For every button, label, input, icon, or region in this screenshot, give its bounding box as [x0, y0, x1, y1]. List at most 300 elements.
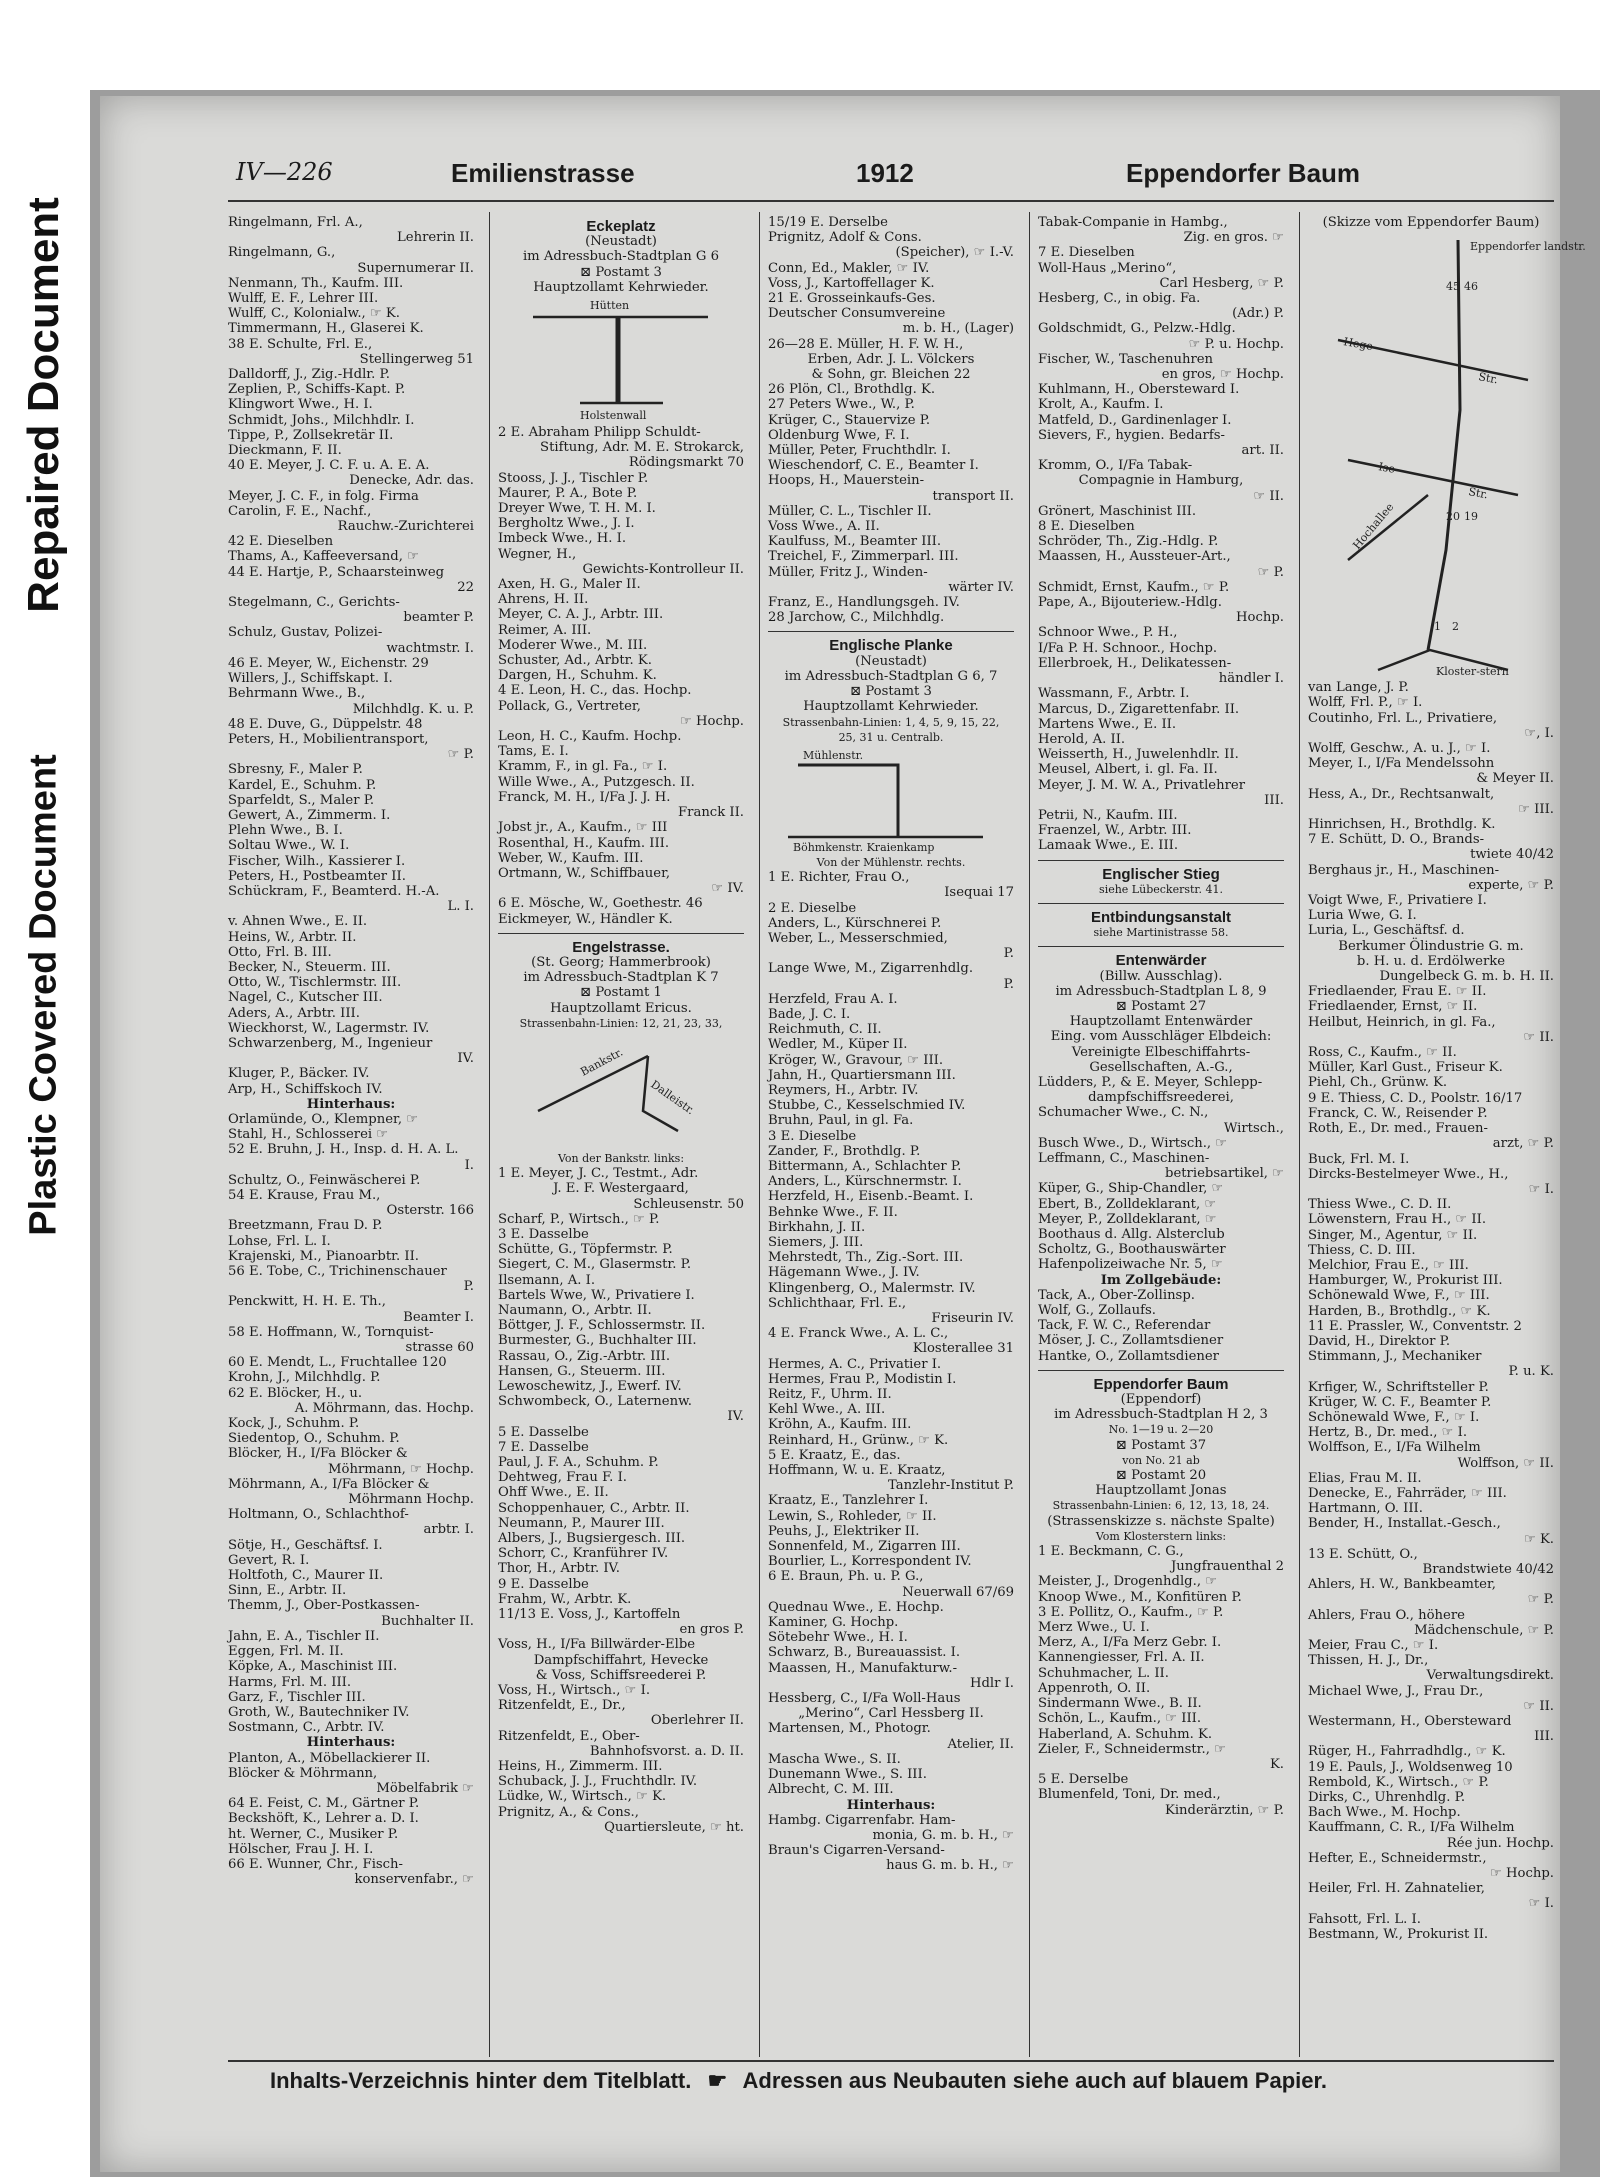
directory-entry: Schlichthaar, Frl. E.,	[768, 1295, 907, 1311]
directory-entry: Ross, C., Kaufm., ☞ II.	[1308, 1045, 1457, 1061]
section-divider	[768, 631, 1014, 632]
directory-entry: van Lange, J. P.	[1308, 680, 1409, 696]
directory-entry: Naumann, O., Arbtr. II.	[498, 1302, 652, 1318]
directory-entry: Paul, J. F. A., Schuhm. P.	[498, 1455, 659, 1470]
directory-entry: betriebsartikel, ☞	[1165, 1166, 1284, 1182]
directory-entry: Jahn, H., Quartiersmann III.	[768, 1067, 956, 1083]
directory-entry: Busch Wwe., D., Wirtsch., ☞	[1038, 1135, 1228, 1151]
directory-entry: Hambg. Cigarrenfabr. Ham-	[768, 1812, 956, 1828]
directory-entry: 5 E. Derselbe	[1038, 1772, 1129, 1788]
directory-entry: Rüger, H., Fahrradhdlg., ☞ K.	[1308, 1744, 1506, 1760]
directory-entry: 22	[457, 579, 474, 595]
directory-entry: Schwombeck, O., Laternenw.	[498, 1394, 692, 1410]
directory-entry: Friseurin IV.	[931, 1311, 1014, 1326]
directory-entry: 58 E. Hoffmann, W., Tornquist-	[228, 1324, 434, 1340]
directory-entry: Tack, F. W. C., Referendar	[1038, 1318, 1211, 1334]
directory-entry: Kramm, F., in gl. Fa., ☞ I.	[498, 759, 668, 775]
directory-entry: Wolffson, E., I/Fa Wilhelm	[1308, 1440, 1481, 1456]
directory-entry: Fahsott, Frl. L. I.	[1308, 1911, 1421, 1927]
directory-entry: Dalldorff, J., Zig.-Hdlr. P.	[228, 367, 390, 383]
directory-entry: ☞ Hochp.	[1490, 1866, 1554, 1882]
directory-entry: Merz, A., I/Fa Merz Gebr. I.	[1038, 1635, 1222, 1651]
directory-entry: 21 E. Grosseinkaufs-Ges.	[768, 291, 936, 307]
directory-entry: Meusel, Albert, i. gl. Fa. II.	[1038, 762, 1218, 778]
directory-entry: Hertz, B., Dr. med., ☞ I.	[1308, 1425, 1468, 1441]
directory-entry: Von der Bankstr. links:	[557, 1151, 685, 1165]
directory-entry: Wolf, G., Zollaufs.	[1038, 1303, 1156, 1319]
directory-entry: Fraenzel, W., Arbtr. III.	[1038, 823, 1192, 839]
street-label-klosterstern: Kloster-stern	[1436, 665, 1509, 679]
directory-entry: Martens Wwe., E. II.	[1038, 716, 1177, 732]
directory-entry: ⊠ Postamt 37	[1115, 1437, 1207, 1453]
directory-entry: Lüdke, W., Wirtsch., ☞ K.	[498, 1789, 667, 1805]
directory-entry: I/Fa P. H. Schnoor., Hochp.	[1038, 640, 1218, 656]
directory-entry: Prignitz, Adolf & Cons.	[768, 230, 922, 246]
house-number: 20	[1446, 510, 1460, 524]
directory-entry: ⊠ Postamt 27	[1115, 998, 1207, 1014]
directory-entry: Frahm, W., Arbtr. K.	[498, 1591, 632, 1607]
directory-entry: 3 E. Pollitz, O., Kaufm., ☞ P.	[1038, 1604, 1224, 1620]
directory-entry: Schönewald Wwe, F., ☞ III.	[1308, 1288, 1490, 1304]
directory-entry: Meyer, J. M. W. A., Privatlehrer	[1038, 777, 1245, 793]
directory-entry: Schoppenhauer, C., Arbtr. II.	[498, 1500, 690, 1516]
directory-entry: Reichmuth, C. II.	[768, 1022, 882, 1038]
directory-entry: wärter IV.	[948, 579, 1014, 595]
directory-entry: Milchhdlg. K. u. P.	[352, 701, 474, 717]
directory-entry: Vom Klosterstern links:	[1095, 1529, 1227, 1543]
directory-entry: Mehrstedt, Th., Zig.-Sort. III.	[768, 1250, 964, 1266]
directory-entry: Hansen, G., Steuerm. III.	[498, 1363, 666, 1379]
directory-entry: von No. 21 ab	[1122, 1453, 1200, 1467]
directory-entry: Orlamünde, O., Klempner, ☞	[228, 1111, 419, 1127]
directory-entry: Becker, N., Steuerm. III.	[228, 959, 391, 975]
directory-entry: Kromm, O., I/Fa Tabak-	[1038, 458, 1193, 474]
directory-entry: (St. Georg; Hammerbrook)	[531, 954, 711, 970]
directory-entry: Müller, C. L., Tischler II.	[768, 503, 932, 519]
directory-entry: Schröder, Th., Zig.-Hdlg. P.	[1038, 534, 1219, 550]
directory-entry: Treichel, F., Zimmerparl. III.	[768, 549, 959, 565]
directory-entry: Reinhard, H., Grünw., ☞ K.	[768, 1432, 949, 1448]
directory-entry: dampfschiffsreederei,	[1088, 1090, 1234, 1106]
directory-entry: (Adr.) P.	[1232, 306, 1284, 322]
directory-entry: & Meyer II.	[1476, 771, 1554, 787]
directory-entry: 26 Plön, Cl., Brothdlg. K.	[768, 382, 936, 398]
directory-entry: Buchhalter II.	[381, 1613, 474, 1629]
directory-entry: Gewert, A., Zimmerm. I.	[228, 807, 391, 823]
directory-entry: Plehn Wwe., B. I.	[228, 823, 343, 839]
directory-entry: Anders, L., Kürschnerei P.	[768, 915, 942, 931]
directory-entry: Themm, J., Ober-Postkassen-	[228, 1598, 420, 1614]
directory-entry: Stellingerweg 51	[359, 351, 474, 367]
directory-entry: Sonnenfeld, M., Zigarren III.	[768, 1539, 961, 1555]
directory-entry: 27 Peters Wwe., W., P.	[768, 397, 915, 413]
street-label-hege: Hege-	[1342, 335, 1378, 354]
directory-entry: konservenfabr., ☞	[354, 1872, 474, 1888]
directory-entry: Isequai 17	[944, 885, 1014, 901]
directory-entry: Hauptzollamt Kehrwieder.	[533, 279, 709, 295]
directory-entry: Schnoor Wwe., P. H.,	[1038, 625, 1178, 641]
directory-entry: 11/13 E. Voss, J., Kartoffeln	[498, 1607, 681, 1623]
directory-entry: L. I.	[447, 899, 474, 915]
directory-entry: Behrmann Wwe., B.,	[228, 686, 366, 702]
directory-entry: haus G. m. b. H., ☞	[886, 1858, 1014, 1874]
column-divider	[1029, 212, 1030, 2057]
directory-entry: Thiess Wwe., C. D. II.	[1308, 1197, 1452, 1213]
directory-entry: Hermes, A. C., Privatier I.	[768, 1356, 942, 1372]
directory-entry: strasse 60	[405, 1340, 474, 1356]
directory-entry: Ahlers, H. W., Bankbeamter,	[1308, 1577, 1497, 1593]
street-sketch-eppendorf	[1308, 230, 1586, 680]
directory-entry: Haberland, A. Schuhm. K.	[1038, 1726, 1213, 1742]
directory-entry: Gewichts-Kontrolleur II.	[582, 561, 744, 577]
directory-entry: Tack, A., Ober-Zollinsp.	[1038, 1287, 1195, 1303]
directory-entry: Birkhahn, J. II.	[768, 1219, 866, 1235]
directory-entry: Von der Mühlenstr. rechts.	[816, 855, 966, 869]
street-heading: Englischer Stieg	[1102, 865, 1220, 883]
directory-entry: Kröger, W., Gravour, ☞ III.	[768, 1052, 944, 1068]
directory-entry: 1 E. Meyer, J. C., Testmt., Adr.	[498, 1166, 699, 1182]
directory-entry: en gros P.	[679, 1622, 744, 1638]
directory-entry: Jungfrauenthal 2	[1170, 1559, 1284, 1575]
directory-columns	[228, 215, 1586, 2060]
street-label-ise: Ise-	[1377, 460, 1400, 477]
directory-entry: P.	[1003, 946, 1014, 962]
directory-entry: Atelier, II.	[947, 1736, 1014, 1752]
column-5	[1308, 215, 1586, 2060]
directory-entry: Aders, A., Arbtr. III.	[228, 1005, 360, 1021]
directory-entry: Maurer, P. A., Bote P.	[498, 485, 638, 501]
directory-entry: Siemers, J. III.	[768, 1234, 864, 1250]
directory-entry: 56 E. Tobe, C., Trichinenschauer	[228, 1264, 447, 1280]
directory-entry: Denecke, Adr. das.	[349, 473, 474, 489]
directory-entry: Herzfeld, Frau A. I.	[768, 991, 898, 1007]
directory-entry: Sbresny, F., Maler P.	[228, 762, 363, 778]
directory-entry: ☞ IV.	[711, 881, 744, 897]
directory-entry: Holtfoth, C., Maurer II.	[228, 1568, 384, 1584]
directory-entry: Ebert, B., Zolldeklarant, ☞	[1038, 1196, 1217, 1212]
directory-entry: Meyer, C. A. J., Arbtr. III.	[498, 607, 664, 623]
subsection-label: Hinterhaus:	[306, 1735, 396, 1751]
directory-entry: Kehl Wwe., A. III.	[768, 1402, 886, 1418]
directory-entry: Wolff, Frl. P., ☞ I.	[1308, 695, 1423, 711]
column-1	[228, 215, 474, 2060]
street-label-bankstr: Bankstr.	[578, 1045, 626, 1079]
directory-entry: 19 E. Pauls, J., Woldsenweg 10	[1308, 1759, 1513, 1775]
column-divider	[489, 212, 490, 2057]
directory-entry: Kock, J., Schuhm. P.	[228, 1416, 360, 1432]
directory-entry: Peters, H., Mobilientransport,	[228, 731, 429, 747]
directory-entry: Meier, Frau C., ☞ I.	[1308, 1638, 1439, 1653]
directory-entry: Klingwort Wwe., H. I.	[228, 397, 373, 413]
directory-entry: m. b. H., (Lager)	[902, 321, 1014, 337]
pointing-hand-icon: ☛	[707, 2068, 728, 2093]
directory-entry: Tams, E. I.	[498, 744, 569, 760]
directory-entry: Stahl, H., Schlosserei ☞	[228, 1127, 389, 1143]
directory-entry: Michael Wwe, J., Frau Dr.,	[1308, 1683, 1484, 1699]
directory-entry: Schumacher Wwe., C. N.,	[1038, 1105, 1209, 1121]
directory-entry: Böttger, J. F., Schlossermstr. II.	[498, 1318, 706, 1334]
directory-entry: Thissen, H. J., Dr.,	[1308, 1653, 1429, 1669]
street-heading: Eckeplatz	[586, 218, 656, 235]
street-sketch-muehlen	[768, 745, 1014, 855]
page-footer	[270, 2068, 1470, 2094]
directory-entry: Heins, W., Arbtr. II.	[228, 929, 357, 945]
directory-entry: ☞ I.	[1528, 1181, 1554, 1197]
directory-entry: Maassen, H., Aussteuer-Art.,	[1038, 549, 1231, 565]
directory-entry: Ritzenfeldt, E., Dr.,	[498, 1698, 626, 1714]
directory-entry: Weisserth, H., Juwelenhdlr. II.	[1038, 747, 1239, 763]
directory-entry: Nagel, C., Kutscher III.	[228, 990, 383, 1006]
directory-entry: im Adressbuch-Stadtplan G 6, 7	[784, 668, 998, 684]
directory-entry: 26—28 E. Müller, H. F. W. H.,	[768, 336, 964, 352]
directory-entry: Möbelfabrik ☞	[376, 1780, 474, 1796]
directory-entry: Siegert, C. M., Glasermstr. P.	[498, 1257, 692, 1273]
directory-entry: ⊠ Postamt 3	[850, 684, 932, 700]
directory-entry: Rödingsmarkt 70	[628, 455, 744, 471]
directory-entry: Pollack, G., Vertreter,	[498, 698, 641, 714]
directory-entry: Lamaak Wwe., E. III.	[1038, 838, 1179, 854]
street-heading: Entbindungsanstalt	[1091, 908, 1231, 926]
directory-entry: Schmidt, Ernst, Kaufm., ☞ P.	[1038, 579, 1230, 595]
house-number: 1	[1434, 620, 1441, 634]
section-divider	[1038, 860, 1284, 861]
directory-entry: Neumann, P., Maurer III.	[498, 1515, 665, 1531]
directory-entry: Conn, Ed., Makler, ☞ IV.	[768, 260, 930, 276]
directory-entry: Fischer, Wilh., Kassierer I.	[228, 853, 406, 869]
directory-entry: P.	[1003, 976, 1014, 992]
label-plastic-covered-document: Plastic Covered Document	[22, 754, 65, 1236]
directory-entry: ☞ P.	[1527, 1592, 1554, 1608]
directory-entry: Stooss, J. J., Tischler P.	[498, 470, 649, 486]
directory-entry: Albrecht, C. M. III.	[768, 1782, 894, 1798]
directory-entry: Dreyer Wwe, T. H. M. I.	[498, 501, 656, 517]
directory-entry: Franz, E., Handlungsgeh. IV.	[768, 595, 960, 611]
directory-entry: Krohn, J., Milchhdlg. P.	[228, 1370, 381, 1386]
directory-entry: Penckwitt, H. H. E. Th.,	[228, 1294, 386, 1310]
directory-entry: Beckshöft, K., Lehrer a. D. I.	[228, 1811, 419, 1827]
directory-entry: Fischer, W., Taschenuhren	[1038, 351, 1214, 367]
directory-entry: im Adressbuch-Stadtplan H 2, 3	[1054, 1407, 1268, 1423]
directory-entry: Herzfeld, H., Eisenb.-Beamt. I.	[768, 1189, 974, 1205]
directory-entry: Peters, H., Postbeamter II.	[228, 868, 406, 884]
directory-entry: Bestmann, W., Prokurist II.	[1308, 1926, 1489, 1942]
directory-entry: Coutinho, Frl. L., Privatiere,	[1308, 710, 1498, 726]
directory-entry: Hauptzollamt Jonas	[1095, 1483, 1227, 1499]
street-label-dalleistr: Dalleistr.	[648, 1077, 697, 1118]
directory-entry: Eing. vom Ausschläger Elbdeich:	[1050, 1029, 1272, 1045]
directory-entry: Kuhlmann, H., Obersteward I.	[1038, 382, 1240, 398]
directory-entry: Imbeck Wwe., H. I.	[498, 531, 627, 547]
directory-entry: Zander, F., Brothdlg. P.	[768, 1143, 921, 1159]
directory-entry: Schmidt, Johs., Milchhdlr. I.	[228, 412, 415, 428]
directory-entry: Heins, H., Zimmerm. III.	[498, 1759, 663, 1775]
directory-entry: Voss Wwe., A. II.	[768, 519, 880, 535]
directory-entry: 7 E. Schütt, D. O., Brands-	[1308, 832, 1485, 848]
directory-entry: Breetzmann, Frau D. P.	[228, 1218, 383, 1234]
directory-entry: Sparfeldt, S., Maler P.	[228, 792, 375, 808]
section-divider	[1038, 1370, 1284, 1371]
street-label-eppendorfer-landstr: Eppendorfer landstr.	[1470, 240, 1586, 254]
street-label-hochallee: Hochallee	[1350, 500, 1397, 553]
directory-entry: Nenmann, Th., Kaufm. III.	[228, 275, 404, 291]
directory-entry: 4 E. Franck Wwe., A. L. C.,	[768, 1326, 949, 1342]
directory-entry: Timmermann, H., Glaserei K.	[228, 321, 424, 337]
directory-entry: 3 E. Dieselbe	[768, 1128, 857, 1144]
directory-entry: Müller, Peter, Fruchthdlr. I.	[768, 443, 951, 459]
directory-entry: Wieschendorf, C. E., Beamter I.	[768, 458, 979, 474]
directory-entry: Wille Wwe., A., Putzgesch. II.	[498, 774, 695, 790]
directory-entry: 5 E. Kraatz, E., das.	[768, 1447, 901, 1463]
directory-entry: Sievers, F., hygien. Bedarfs-	[1038, 427, 1225, 443]
directory-entry: Luria Wwe, G. I.	[1308, 908, 1417, 924]
directory-entry: wachtmstr. I.	[386, 640, 474, 656]
directory-entry: Ortmann, W., Schiffbauer,	[498, 865, 671, 881]
directory-entry: Strassenbahn-Linien: 1, 4, 5, 9, 15, 22,	[782, 715, 1000, 729]
directory-entry: Berghaus jr., H., Maschinen-	[1308, 862, 1500, 878]
footer-rule	[228, 2060, 1554, 2062]
directory-entry: Ellerbroek, H., Delikatessen-	[1038, 655, 1232, 671]
directory-entry: b. H. u. d. Erdölwerke	[1356, 953, 1506, 969]
street-line	[1348, 460, 1518, 495]
directory-entry: Jahn, E. A., Tischler II.	[228, 1628, 380, 1644]
directory-entry: Wolff, Geschw., A. u. J., ☞ I.	[1308, 741, 1491, 757]
directory-entry: 4 E. Leon, H. C., das. Hochp.	[498, 683, 692, 699]
directory-entry: Herold, A. II.	[1038, 731, 1126, 747]
street-sketch-huetten	[498, 295, 744, 425]
directory-entry: Woll-Haus „Merino“,	[1038, 260, 1177, 276]
directory-entry: P. u. K.	[1508, 1364, 1554, 1380]
directory-entry: Leon, H. C., Kaufm. Hochp.	[498, 729, 682, 745]
directory-entry: Kröhn, A., Kaufm. III.	[768, 1417, 912, 1433]
directory-entry: Beamter I.	[403, 1309, 474, 1325]
directory-entry: Anders, L., Kürschnermstr. I.	[768, 1174, 962, 1190]
directory-entry: Wegner, H.,	[498, 546, 577, 562]
directory-entry: 66 E. Wunner, Chr., Fisch-	[228, 1856, 404, 1872]
directory-entry: Bergholtz Wwe., J. I.	[498, 516, 635, 532]
directory-entry: Sinn, E., Arbtr. II.	[228, 1583, 347, 1599]
directory-entry: Stiftung, Adr. M. E. Strokarck,	[540, 440, 744, 456]
header-year: 1912	[856, 158, 914, 188]
directory-entry: Bade, J. C. I.	[768, 1006, 851, 1022]
directory-entry: Schleusenstr. 50	[633, 1196, 744, 1212]
directory-entry: Lewin, S., Rohleder, ☞ II.	[768, 1508, 937, 1524]
directory-entry: 64 E. Feist, C. M., Gärtner P.	[228, 1796, 420, 1812]
directory-entry: Moderer Wwe., M. III.	[498, 637, 648, 653]
directory-entry: Kannengiesser, Frl. A. II.	[1038, 1650, 1205, 1666]
directory-entry: (Billw. Ausschlag).	[1099, 968, 1223, 984]
directory-entry: Schuback, J. J., Fruchthdlr. IV.	[498, 1774, 698, 1790]
directory-entry: Dircks-Bestelmeyer Wwe., H.,	[1308, 1166, 1509, 1182]
directory-entry: III.	[1534, 1729, 1554, 1745]
street-line	[1428, 240, 1460, 650]
directory-entry: Prignitz, A., & Cons.,	[498, 1804, 639, 1820]
directory-entry: Rosenthal, H., Kaufm. III.	[498, 835, 670, 851]
directory-entry: Krüger, C., Stauervize P.	[768, 412, 931, 428]
directory-entry: Bahnhofsvorst. a. D. II.	[589, 1743, 744, 1759]
directory-entry: ☞ II.	[1253, 488, 1284, 504]
subsection-label: Hinterhaus:	[846, 1797, 936, 1813]
directory-entry: Sindermann Wwe., B. II.	[1038, 1696, 1202, 1712]
directory-entry: A. Möhrmann, das. Hochp.	[294, 1400, 474, 1416]
directory-entry: Rembold, K., Wirtsch., ☞ P.	[1308, 1774, 1489, 1790]
directory-entry: Franck, M. H., I/Fa J. J. H.	[498, 789, 671, 805]
directory-entry: Hauptzollamt Entenwärder	[1069, 1014, 1253, 1030]
street-label-muehlenstr: Mühlenstr.	[803, 748, 864, 762]
directory-entry: 60 E. Mendt, L., Fruchtallee 120	[228, 1355, 447, 1371]
directory-entry: händler I.	[1218, 671, 1284, 687]
street-label-boehmkenstr: Böhmkenstr. Kraienkamp	[793, 840, 935, 854]
directory-entry: Goldschmidt, G., Pelzw.-Hdlg.	[1038, 321, 1236, 337]
directory-entry: arzt, ☞ P.	[1492, 1136, 1554, 1152]
directory-entry: Hinrichsen, H., Brothdlg. K.	[1308, 817, 1496, 833]
street-heading: Engelstrasse.	[572, 938, 670, 956]
directory-entry: Wieckhorst, W., Lagermstr. IV.	[228, 1020, 430, 1036]
directory-entry: ht. Werner, C., Musiker P.	[228, 1826, 399, 1842]
directory-entry: Merz Wwe., U. I.	[1038, 1620, 1150, 1636]
directory-entry: Dehtweg, Frau F. I.	[498, 1470, 627, 1486]
house-number: 46	[1464, 280, 1478, 294]
directory-entry: Stubbe, C., Kesselschmied IV.	[768, 1098, 966, 1114]
column-4	[1038, 215, 1284, 2060]
directory-entry: 38 E. Schulte, Frl. E.,	[228, 336, 373, 352]
directory-entry: Zieler, F., Schneidermstr., ☞	[1038, 1741, 1226, 1757]
directory-entry: Bender, H., Installat.-Gesch.,	[1308, 1516, 1501, 1532]
directory-entry: Schultz, O., Feinwäscherei P.	[228, 1172, 421, 1188]
directory-entry: 46 E. Meyer, W., Eichenstr. 29	[228, 655, 429, 671]
directory-entry: Osterstr. 166	[386, 1203, 474, 1219]
directory-entry: Ohff Wwe., E. II.	[498, 1485, 609, 1501]
directory-entry: Siedentop, O., Schuhm. P.	[228, 1431, 400, 1447]
directory-entry: Tanzlehr-Institut P.	[887, 1478, 1014, 1494]
directory-entry: Planton, A., Möbellackierer II.	[228, 1750, 431, 1766]
directory-entry: Thams, A., Kaffeeversand, ☞	[228, 549, 419, 565]
directory-entry: Wolffson, ☞ II.	[1457, 1455, 1554, 1471]
directory-entry: Lüdders, P., & E. Meyer, Schlepp-	[1038, 1074, 1263, 1090]
directory-entry: Peuhs, J., Elektriker II.	[768, 1523, 920, 1539]
column-2	[498, 215, 744, 2060]
directory-entry: Bittermann, A., Schlachter P.	[768, 1158, 962, 1174]
column-divider	[759, 212, 760, 2057]
directory-entry: Krfiger, W., Schriftsteller P.	[1308, 1379, 1489, 1395]
directory-entry: 15/19 E. Derselbe	[768, 215, 888, 230]
directory-entry: ☞, I.	[1524, 725, 1554, 741]
directory-entry: Burmester, G., Buchhalter III.	[498, 1333, 697, 1349]
directory-entry: Brandstwiete 40/42	[1422, 1561, 1554, 1577]
directory-entry: ⊠ Postamt 20	[1115, 1468, 1207, 1484]
directory-entry: Groth, W., Bautechniker IV.	[228, 1704, 410, 1720]
directory-entry: Luria, L., Geschäftsf. d.	[1308, 923, 1465, 939]
directory-entry: v. Ahnen Wwe., E. II.	[228, 914, 368, 930]
directory-entry: Matfeld, D., Gardinenlager I.	[1038, 412, 1232, 428]
directory-entry: Neuerwall 67/69	[902, 1584, 1014, 1600]
directory-entry: Petrii, N., Kaufm. III.	[1038, 807, 1178, 823]
directory-entry: Hochp.	[1236, 610, 1284, 626]
directory-entry: Eggen, Frl. M. II.	[228, 1644, 344, 1660]
directory-entry: Hauptzollamt Kehrwieder.	[803, 699, 979, 715]
directory-entry: Schön, L., Kaufm., ☞ III.	[1038, 1711, 1202, 1727]
directory-entry: Meister, J., Drogenhdlg., ☞	[1038, 1574, 1218, 1590]
footer-new-buildings-note: Adressen aus Neubauten siehe auch auf blauem Papier.	[742, 2068, 1327, 2093]
directory-entry: Krajenski, M., Pianoarbtr. II.	[228, 1248, 419, 1264]
directory-entry: Strassenbahn-Linien: 6, 12, 13, 18, 24.	[1052, 1499, 1270, 1513]
directory-entry: Möser, J. C., Zollamtsdiener	[1038, 1333, 1224, 1349]
directory-entry: siehe Lübeckerstr. 41.	[1099, 882, 1223, 896]
directory-entry: im Adressbuch-Stadtplan L 8, 9	[1055, 983, 1267, 999]
directory-entry: Quartiersleute, ☞ ht.	[604, 1819, 744, 1835]
directory-entry: 9 E. Dasselbe	[498, 1576, 589, 1592]
directory-entry: (Strassenskizze s. nächste Spalte)	[1047, 1513, 1275, 1529]
directory-entry: Schwarzenberg, M., Ingenieur	[228, 1035, 433, 1051]
